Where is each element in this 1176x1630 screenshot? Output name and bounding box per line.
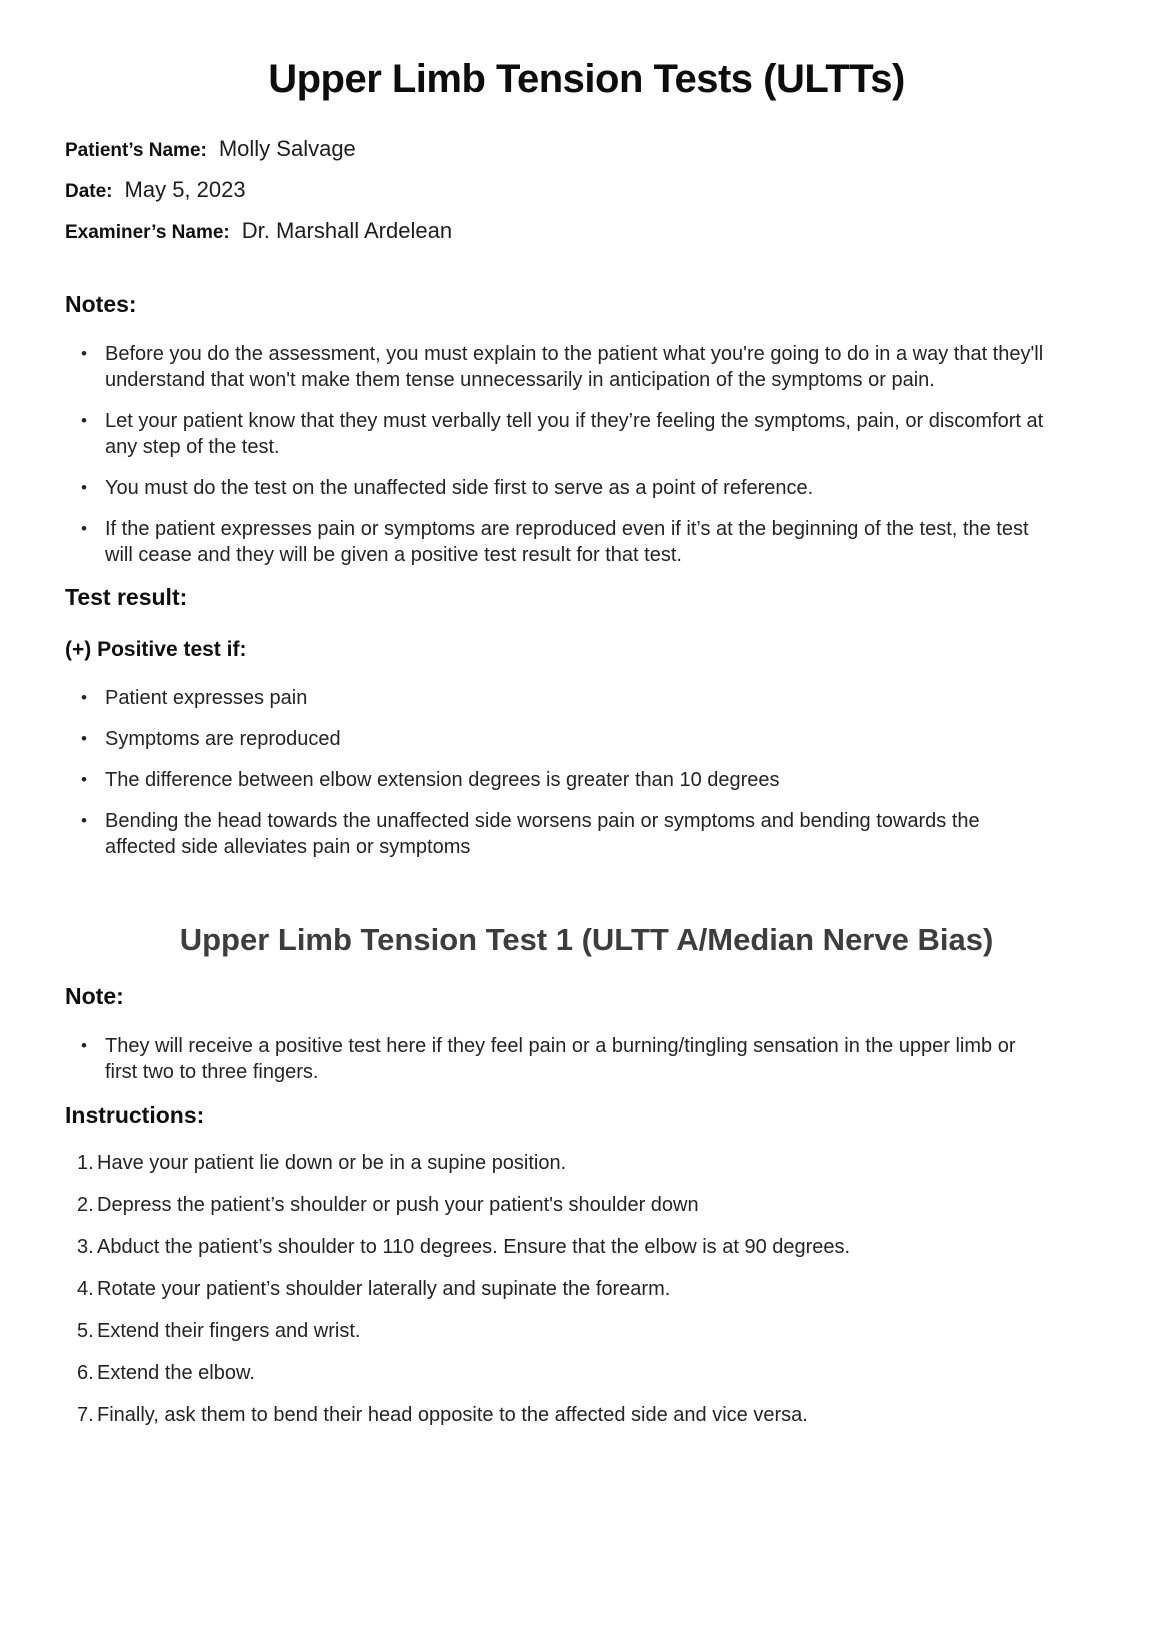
step-text: Extend the elbow. bbox=[97, 1362, 255, 1384]
notes-heading: Notes: bbox=[65, 291, 137, 317]
list-item bbox=[65, 685, 1108, 711]
list-item bbox=[65, 767, 1108, 793]
list-item bbox=[65, 1234, 1108, 1260]
list-item bbox=[65, 408, 1108, 460]
notes-bullet-list bbox=[65, 341, 1108, 568]
document-title: Upper Limb Tension Tests (ULTTs) bbox=[268, 57, 905, 101]
step-text: Have your patient lie down or be in a supine position. bbox=[97, 1152, 567, 1174]
step-text: Rotate your patient’s shoulder laterally and supinate the forearm. bbox=[97, 1278, 671, 1300]
examiner-name-value: Dr. Marshall Ardelean bbox=[241, 218, 453, 243]
test-result-bullet-list bbox=[65, 685, 1108, 860]
field-row-patient-name bbox=[65, 136, 1108, 162]
list-item bbox=[65, 1402, 1108, 1428]
bullet-marker: • bbox=[81, 411, 87, 430]
step-number: 5. bbox=[77, 1320, 94, 1342]
list-item bbox=[65, 1192, 1108, 1218]
list-item bbox=[65, 1150, 1108, 1176]
test-result-bullet-text: Patient expresses pain bbox=[105, 687, 308, 709]
list-item bbox=[65, 1033, 1108, 1085]
test-result-bullet-text: Bending the head towards the unaffected side worsens pain or symptoms and bending towards the affected side alleviates pain or symptoms bbox=[105, 810, 980, 858]
test-result-heading: Test result: bbox=[65, 584, 188, 610]
step-text: Extend their fingers and wrist. bbox=[97, 1320, 361, 1342]
ultt1-note-bullet-text: They will receive a positive test here if they feel pain or a burning/tingling sensation in the upper limb or first two to three fingers. bbox=[105, 1035, 1016, 1083]
bullet-marker: • bbox=[81, 770, 87, 789]
bullet-marker: • bbox=[81, 729, 87, 748]
step-number: 2. bbox=[77, 1194, 94, 1216]
list-item bbox=[65, 726, 1108, 752]
list-item bbox=[65, 1276, 1108, 1302]
field-row-examiner-name bbox=[65, 218, 1108, 244]
bullet-marker: • bbox=[81, 811, 87, 830]
ultt1-section-title: Upper Limb Tension Test 1 (ULTT A/Median Nerve Bias) bbox=[179, 922, 994, 957]
list-item bbox=[65, 475, 1108, 501]
step-text: Depress the patient’s shoulder or push your patient's shoulder down bbox=[97, 1194, 699, 1216]
instructions-heading: Instructions: bbox=[65, 1102, 205, 1128]
instructions-step-list bbox=[65, 1150, 1108, 1428]
bullet-marker: • bbox=[81, 1036, 87, 1055]
ultt1-note-heading: Note: bbox=[65, 983, 124, 1009]
bullet-marker: • bbox=[81, 519, 87, 538]
step-text: Abduct the patient’s shoulder to 110 degrees. Ensure that the elbow is at 90 degrees. bbox=[97, 1236, 851, 1258]
step-number: 1. bbox=[77, 1152, 94, 1174]
date-label: Date: bbox=[65, 181, 113, 202]
note-bullet-text: You must do the test on the unaffected side first to serve as a point of reference. bbox=[105, 477, 814, 499]
step-text: Finally, ask them to bend their head opposite to the affected side and vice versa. bbox=[97, 1404, 808, 1426]
date-value: May 5, 2023 bbox=[124, 177, 246, 202]
bullet-marker: • bbox=[81, 344, 87, 363]
ultt1-note-bullet-list bbox=[65, 1033, 1108, 1085]
note-bullet-text: If the patient expresses pain or symptoms are reproduced even if it’s at the beginning of the test, the test will cease and they will be given a positive test result for that test. bbox=[105, 518, 1029, 566]
list-item bbox=[65, 808, 1108, 860]
list-item bbox=[65, 516, 1108, 568]
step-number: 3. bbox=[77, 1236, 94, 1258]
examiner-name-label: Examiner’s Name: bbox=[65, 222, 230, 243]
patient-name-value: Molly Salvage bbox=[218, 136, 356, 161]
bullet-marker: • bbox=[81, 478, 87, 497]
note-bullet-text: Let your patient know that they must verbally tell you if they’re feeling the symptoms, pain, or discomfort at any step of the test. bbox=[105, 410, 1044, 458]
step-number: 7. bbox=[77, 1404, 94, 1426]
bullet-marker: • bbox=[81, 688, 87, 707]
test-result-bullet-text: The difference between elbow extension degrees is greater than 10 degrees bbox=[105, 769, 780, 791]
list-item bbox=[65, 1360, 1108, 1386]
step-number: 6. bbox=[77, 1362, 94, 1384]
list-item bbox=[65, 341, 1108, 393]
list-item bbox=[65, 1318, 1108, 1344]
patient-name-label: Patient’s Name: bbox=[65, 140, 207, 161]
field-row-date bbox=[65, 177, 1108, 203]
positive-test-subheading: (+) Positive test if: bbox=[65, 638, 247, 661]
note-bullet-text: Before you do the assessment, you must explain to the patient what you're going to do in a way that they'll understand that won't make them tense unnecessarily in anticipation of the symptoms or pain. bbox=[105, 343, 1044, 391]
step-number: 4. bbox=[77, 1278, 94, 1300]
test-result-bullet-text: Symptoms are reproduced bbox=[105, 728, 341, 750]
